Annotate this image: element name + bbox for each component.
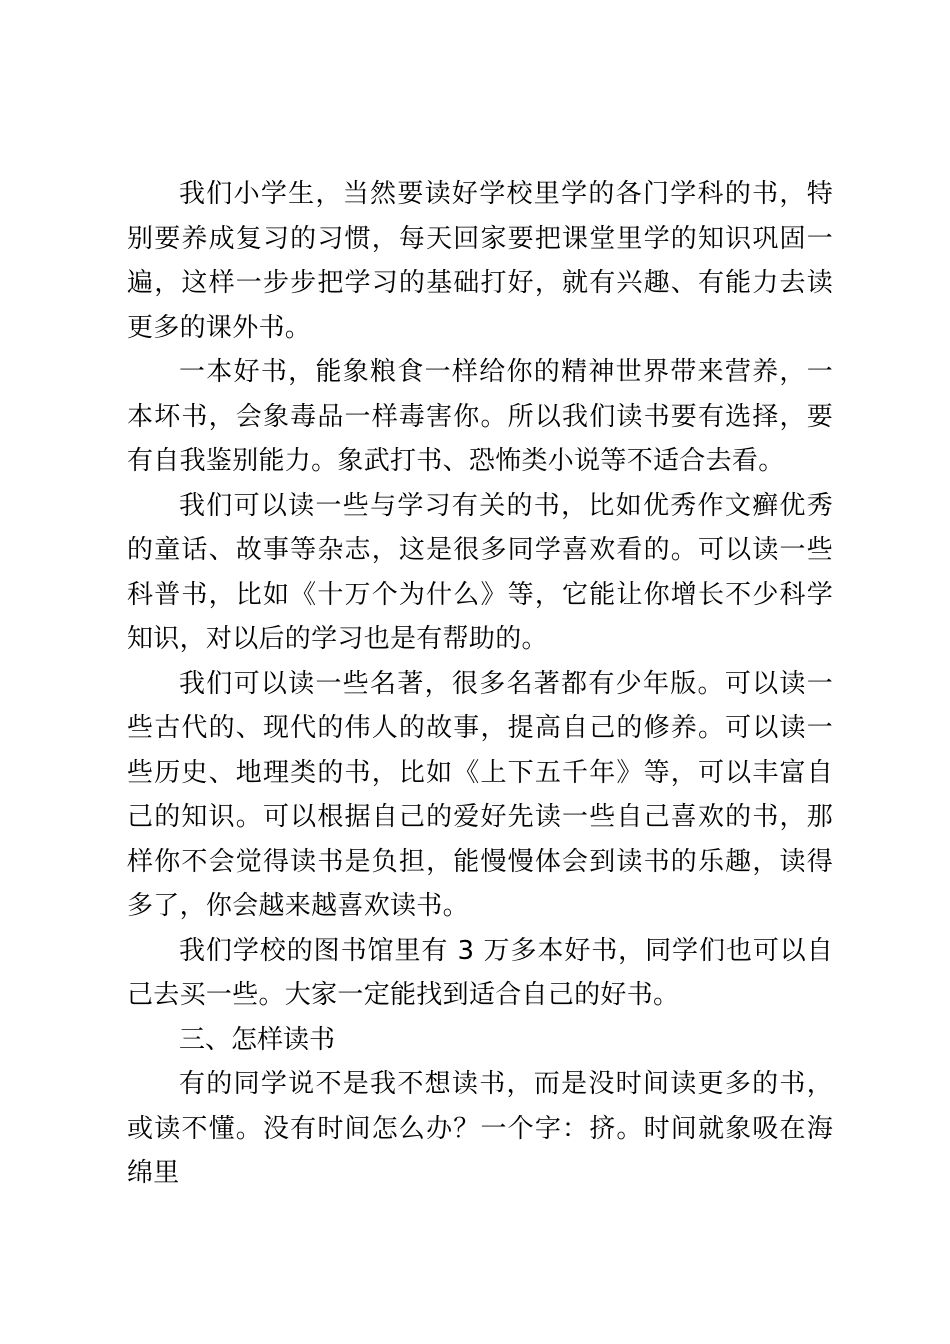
paragraph-study-subjects: 我们小学生，当然要读好学校里学的各门学科的书，特别要养成复习的习惯，每天回家要把课堂里学的知识巩固一遍，这样一步步把学习的基础打好，就有兴趣、有能力去读更多的课外书。: [127, 179, 833, 343]
paragraph-classics: 我们可以读一些名著，很多名著都有少年版。可以读一些古代的、现代的伟人的故事，提高自己的修养。可以读一些历史、地理类的书，比如《上下五千年》等，可以丰富自己的知识。可以根据自己的爱好先读一些自己喜欢的书，那样你不会觉得读书是负担，能慢慢体会到读书的乐趣，读得多了，你会越来越喜欢读书。: [127, 668, 833, 921]
paragraph-good-books: 一本好书，能象粮食一样给你的精神世界带来营养，一本坏书，会象毒品一样毒害你。所以我们读书要有选择，要有自我鉴别能力。象武打书、恐怖类小说等不适合去看。: [127, 357, 833, 476]
paragraph-how-to-read: 有的同学说不是我不想读书，而是没时间读更多的书，或读不懂。没有时间怎么办？一个字：挤。时间就象吸在海绵里: [127, 1069, 833, 1188]
paragraph-school-library: 我们学校的图书馆里有 3 万多本好书，同学们也可以自己去买一些。大家一定能找到适合自己的好书。: [127, 935, 833, 1010]
paragraph-study-related-books: 我们可以读一些与学习有关的书，比如优秀作文癣优秀的童话、故事等杂志，这是很多同学喜欢看的。可以读一些科普书，比如《十万个为什么》等，它能让你增长不少科学知识，对以后的学习也是有帮助的。: [127, 490, 833, 654]
section-heading: 三、怎样读书: [179, 1024, 336, 1055]
document-body: [127, 172, 833, 1196]
